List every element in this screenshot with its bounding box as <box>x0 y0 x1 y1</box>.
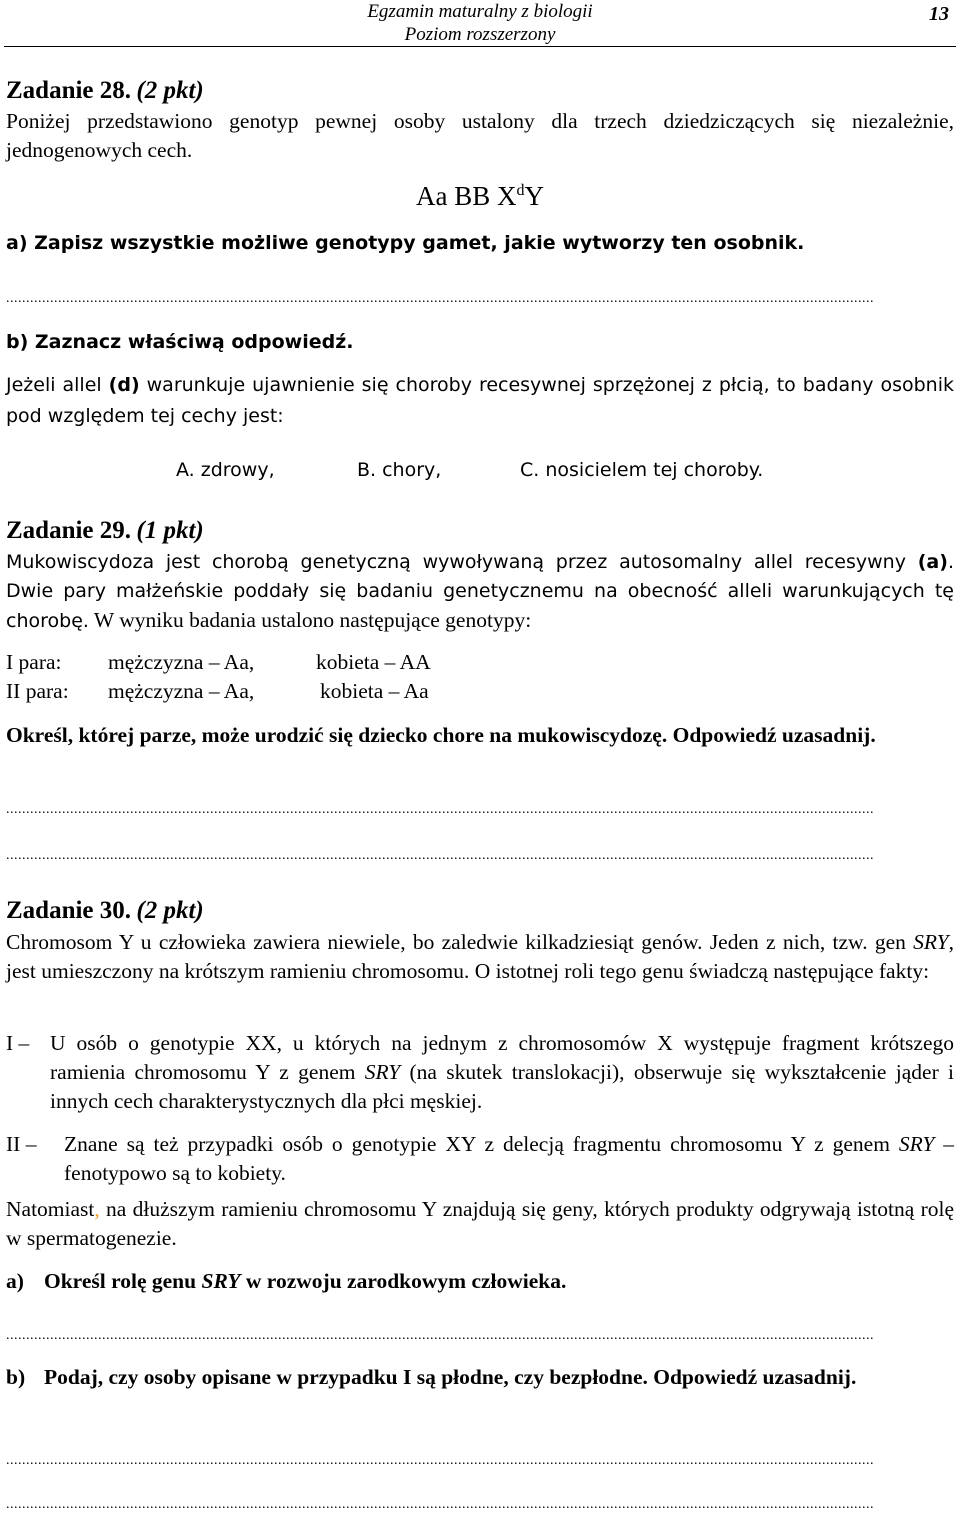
fact-1-label: I – <box>6 1031 30 1055</box>
genotype-main: Aa BB X <box>416 181 517 211</box>
pair-1-row <box>6 648 431 677</box>
highlighted-comma: , <box>94 1197 100 1221</box>
task-29-question: Określ, której parze, może urodzić się dziecko chore na mukowiscydozę. Odpowiedź uzasadnij. <box>6 723 876 747</box>
answer-line[interactable]: ......................................................................................................................................................................................................................... <box>6 1499 874 1511</box>
option-b[interactable]: B. chory, <box>357 459 442 481</box>
page-header <box>300 0 660 46</box>
answer-line[interactable]: ......................................................................................................................................................................................................................... <box>6 1330 874 1342</box>
task-30-points: (2 pkt) <box>136 897 204 924</box>
header-divider <box>4 46 956 47</box>
fact-1: I – U osób o genotypie XX, u których na jednym z chromosomów X występuje fragment krótszego ramienia chromosomu Y z genem SRY (na skutek translokacji), obserwuje się wykształcenie jąder i innych cech charakterystycznych dla płci męskiej. <box>6 1031 954 1113</box>
task-30-question-a: a) Określ rolę genu SRY w rozwoju zarodkowym człowieka. <box>6 1267 954 1296</box>
answer-line[interactable]: ......................................................................................................................................................................................................................... <box>6 804 874 816</box>
option-a[interactable]: A. zdrowy, <box>176 459 275 481</box>
task-30-intro: Chromosom Y u człowieka zawiera niewiele, bo zaledwie kilkadziesiąt genów. Jeden z nich, tzw. gen SRY, jest umieszczony na krótszym ramieniu chromosomu. O istotnej roli tego genu świadczą następujące fakty: <box>6 930 954 983</box>
page-number: 13 <box>929 3 949 25</box>
option-c[interactable]: C. nosicielem tej choroby. <box>520 459 764 481</box>
pair-2-male: mężczyzna – Aa, <box>108 679 255 703</box>
pair-2-label: II para: <box>6 679 69 703</box>
pair-1-female: kobieta – AA <box>316 650 431 674</box>
task-30-title: Zadanie 30. <box>6 897 132 924</box>
genotype-sup: d <box>516 182 525 199</box>
answer-line[interactable]: ......................................................................................................................................................................................................................... <box>6 293 874 305</box>
task-29-points: (1 pkt) <box>136 517 204 544</box>
question-a-label: a) <box>6 1269 24 1293</box>
pair-2-row <box>6 677 429 706</box>
allel-d: (d) <box>108 374 140 396</box>
answer-line[interactable]: ......................................................................................................................................................................................................................... <box>6 850 874 862</box>
fact-2-label: II – <box>6 1132 37 1156</box>
task-28-question-b: b) Zaznacz właściwą odpowiedź. <box>6 331 354 353</box>
header-exam-title: Egzamin maturalny z biologii <box>367 1 593 22</box>
task-30-heading <box>6 896 954 926</box>
allel-a: (a) <box>917 551 948 573</box>
task-29-heading <box>6 516 954 546</box>
task-28-heading <box>6 76 954 106</box>
genotype-end: Y <box>524 181 544 211</box>
question-b-label: b) <box>6 1365 26 1389</box>
gene-sry: SRY <box>898 1132 935 1156</box>
pair-1-label: I para: <box>6 650 62 674</box>
pair-1-male: mężczyzna – Aa, <box>108 650 255 674</box>
task-30-natomiast: Natomiast, na dłuższym ramieniu chromosomu Y znajdują się geny, których produkty odgrywają istotną rolę w spermatogenezie. <box>6 1197 954 1250</box>
gene-sry: SRY <box>364 1060 401 1084</box>
task-28-question-b-text: Jeżeli allel (d) warunkuje ujawnienie się choroby recesywnej sprzężonej z płcią, to badany osobnik pod względem tej cechy jest: <box>6 374 954 427</box>
task-29-title: Zadanie 29. <box>6 517 132 544</box>
answer-line[interactable]: ......................................................................................................................................................................................................................... <box>6 1455 874 1467</box>
task-28-genotype <box>0 176 960 211</box>
task-28-intro: Poniżej przedstawiono genotyp pewnej osoby ustalony dla trzech dziedziczących się niezależnie, jednogenowych cech. <box>6 109 954 162</box>
task-29-intro: Mukowiscydoza jest chorobą genetyczną wywoływaną przez autosomalny allel recesywny (a). Dwie pary małżeńskie poddały się badaniu genetycznemu na obecność alleli warunkujących tę chorobę. W wyniku badania ustalono następujące genotypy: <box>6 551 954 632</box>
header-level: Poziom rozszerzony <box>404 24 556 45</box>
fact-2: II – Znane są też przypadki osób o genotypie XY z delecją fragmentu chromosomu Y z genem SRY – fenotypowo są to kobiety. <box>6 1132 955 1185</box>
gene-sry: SRY <box>913 930 949 954</box>
gene-sry: SRY <box>201 1269 241 1293</box>
task-30-question-b: b) Podaj, czy osoby opisane w przypadku I są płodne, czy bezpłodne. Odpowiedź uzasadnij. <box>6 1363 954 1392</box>
pair-2-female: kobieta – Aa <box>320 679 429 703</box>
task-28-points: (2 pkt) <box>136 77 204 104</box>
task-28-title: Zadanie 28. <box>6 77 132 104</box>
task-28-question-a: a) Zapisz wszystkie możliwe genotypy gamet, jakie wytworzy ten osobnik. <box>6 232 805 254</box>
